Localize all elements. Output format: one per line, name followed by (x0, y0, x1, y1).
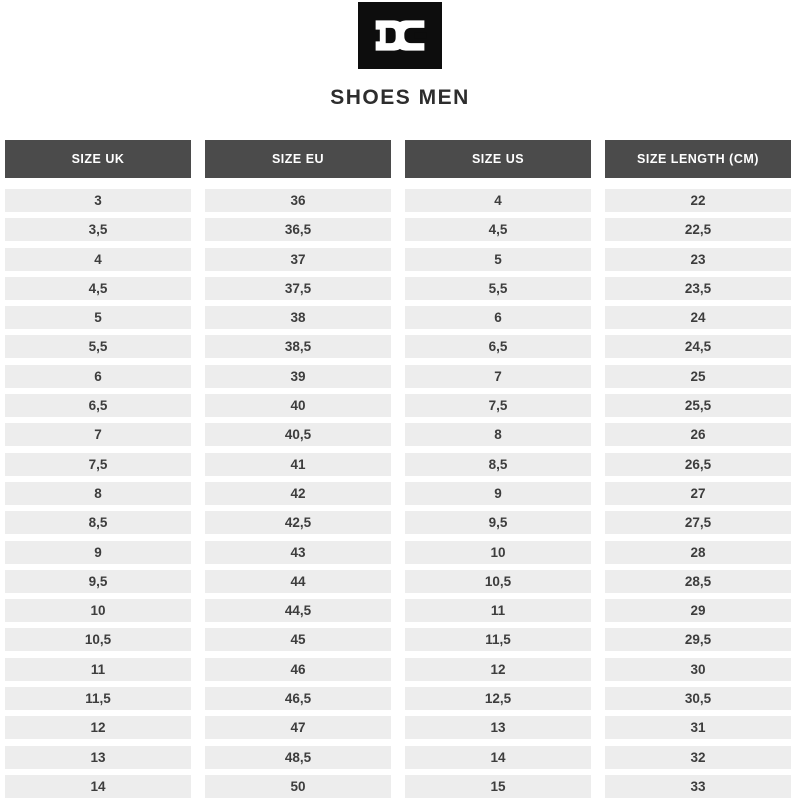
table-cell: 10,5 (405, 570, 591, 593)
table-cell: 37 (205, 248, 391, 271)
table-cell: 5,5 (5, 335, 191, 358)
table-cell: 13 (405, 716, 591, 739)
table-cell: 11,5 (5, 687, 191, 710)
table-cell: 38 (205, 306, 391, 329)
table-cell: 12 (405, 658, 591, 681)
table-cell: 13 (5, 746, 191, 769)
table-cell: 32 (605, 746, 791, 769)
table-cell: 5,5 (405, 277, 591, 300)
table-cell: 4 (5, 248, 191, 271)
table-cell: 10 (5, 599, 191, 622)
table-cell: 14 (5, 775, 191, 798)
column-body-size-eu (205, 189, 391, 798)
table-cell: 25,5 (605, 394, 791, 417)
table-cell: 7 (405, 365, 591, 388)
table-cell: 38,5 (205, 335, 391, 358)
column-header-size-length-cm: SIZE LENGTH (CM) (605, 140, 791, 178)
table-cell: 8,5 (5, 511, 191, 534)
table-cell: 7,5 (5, 453, 191, 476)
table-cell: 29,5 (605, 628, 791, 651)
column-body-size-length-cm (605, 189, 791, 798)
table-cell: 22,5 (605, 218, 791, 241)
table-cell: 9 (5, 541, 191, 564)
table-column-size-us (405, 140, 591, 798)
table-cell: 26 (605, 423, 791, 446)
table-cell: 37,5 (205, 277, 391, 300)
table-cell: 39 (205, 365, 391, 388)
table-cell: 31 (605, 716, 791, 739)
table-cell: 25 (605, 365, 791, 388)
table-cell: 46,5 (205, 687, 391, 710)
table-cell: 5 (405, 248, 591, 271)
table-cell: 22 (605, 189, 791, 212)
table-cell: 4 (405, 189, 591, 212)
column-header-size-uk: SIZE UK (5, 140, 191, 178)
table-cell: 9,5 (5, 570, 191, 593)
table-cell: 44 (205, 570, 391, 593)
table-cell: 33 (605, 775, 791, 798)
table-cell: 8 (5, 482, 191, 505)
table-cell: 11,5 (405, 628, 591, 651)
table-column-size-uk (5, 140, 191, 798)
table-cell: 7 (5, 423, 191, 446)
table-cell: 9 (405, 482, 591, 505)
table-cell: 7,5 (405, 394, 591, 417)
table-cell: 28,5 (605, 570, 791, 593)
size-table (0, 140, 800, 798)
table-cell: 6 (5, 365, 191, 388)
column-header-size-us: SIZE US (405, 140, 591, 178)
table-cell: 42,5 (205, 511, 391, 534)
table-cell: 3 (5, 189, 191, 212)
table-cell: 24 (605, 306, 791, 329)
table-cell: 42 (205, 482, 391, 505)
table-cell: 46 (205, 658, 391, 681)
table-cell: 11 (405, 599, 591, 622)
column-body-size-uk (5, 189, 191, 798)
table-cell: 12 (5, 716, 191, 739)
table-cell: 50 (205, 775, 391, 798)
table-cell: 36,5 (205, 218, 391, 241)
table-column-size-eu (205, 140, 391, 798)
table-cell: 10 (405, 541, 591, 564)
table-cell: 6,5 (405, 335, 591, 358)
table-cell: 30 (605, 658, 791, 681)
table-cell: 29 (605, 599, 791, 622)
table-cell: 47 (205, 716, 391, 739)
table-cell: 15 (405, 775, 591, 798)
table-cell: 6,5 (5, 394, 191, 417)
table-cell: 14 (405, 746, 591, 769)
table-cell: 12,5 (405, 687, 591, 710)
table-cell: 45 (205, 628, 391, 651)
dc-logo (358, 2, 442, 69)
table-cell: 40 (205, 394, 391, 417)
table-cell: 28 (605, 541, 791, 564)
table-cell: 26,5 (605, 453, 791, 476)
table-cell: 36 (205, 189, 391, 212)
table-cell: 4,5 (5, 277, 191, 300)
table-cell: 43 (205, 541, 391, 564)
table-cell: 40,5 (205, 423, 391, 446)
column-body-size-us (405, 189, 591, 798)
dc-shoes-logo-icon (373, 17, 427, 54)
table-cell: 23,5 (605, 277, 791, 300)
table-cell: 8,5 (405, 453, 591, 476)
table-cell: 23 (605, 248, 791, 271)
table-cell: 8 (405, 423, 591, 446)
table-cell: 11 (5, 658, 191, 681)
page-title: SHOES MEN (330, 86, 470, 109)
table-cell: 44,5 (205, 599, 391, 622)
table-cell: 10,5 (5, 628, 191, 651)
table-column-size-length-cm (605, 140, 791, 798)
table-cell: 27,5 (605, 511, 791, 534)
table-cell: 9,5 (405, 511, 591, 534)
table-cell: 4,5 (405, 218, 591, 241)
table-cell: 27 (605, 482, 791, 505)
column-header-size-eu: SIZE EU (205, 140, 391, 178)
table-cell: 5 (5, 306, 191, 329)
table-cell: 6 (405, 306, 591, 329)
table-cell: 48,5 (205, 746, 391, 769)
table-cell: 3,5 (5, 218, 191, 241)
table-cell: 41 (205, 453, 391, 476)
table-cell: 24,5 (605, 335, 791, 358)
table-cell: 30,5 (605, 687, 791, 710)
